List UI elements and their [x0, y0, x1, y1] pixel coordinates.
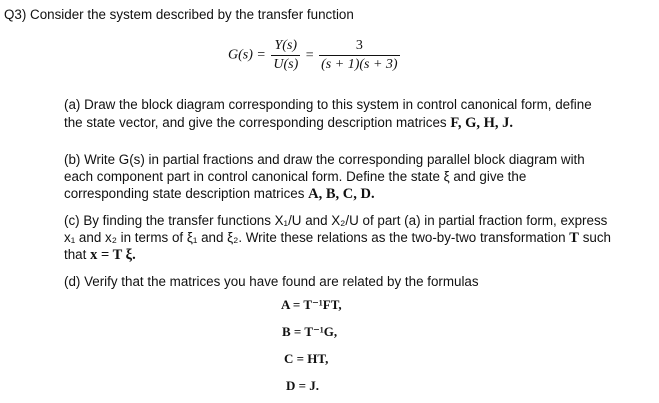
part-c-line1: (c) By finding the transfer functions X₁/U and X₂/U of part (a) in partial fraction form, express — [64, 213, 608, 228]
tf-lhs: G(s) = — [228, 47, 266, 63]
part-c-transform-symbol: T — [569, 230, 579, 246]
part-b-line3 — [64, 185, 375, 203]
part-b-text: corresponding state description matrices — [64, 186, 305, 201]
tf-fraction-2 — [319, 38, 399, 73]
tf-numerator-1: Y(s) — [271, 38, 300, 56]
part-c-relation: x = T ξ. — [90, 247, 136, 263]
part-c-line3 — [64, 246, 136, 264]
part-d-line1: (d) Verify that the matrices you have found are related by the formulas — [64, 274, 479, 289]
part-b-line2: each component part in control canonical form. Define the state ξ and give the — [64, 169, 527, 184]
part-a-matrices: F, G, H, J. — [450, 115, 514, 131]
tf-fraction-1 — [271, 38, 300, 73]
equation-c: C = HT, — [284, 351, 329, 366]
part-a-line2 — [64, 114, 513, 132]
part-c-text: x₁ and x₂ in terms of ξ₁ and ξ₂. Write these relations as the two-by-two transformation — [64, 230, 566, 245]
part-c-line2 — [64, 229, 611, 247]
tf-equals: = — [305, 47, 314, 63]
equation-d: D = J. — [286, 378, 320, 393]
part-b-matrices: A, B, C, D. — [308, 186, 375, 202]
tf-denominator-1: U(s) — [273, 57, 299, 72]
equation-a: A = T⁻¹FT, — [281, 297, 342, 312]
tf-numerator-2: 3 — [319, 38, 399, 56]
part-a-line1: (a) Draw the block diagram corresponding to this system in control canonical form, define — [64, 97, 592, 112]
part-a-text: the state vector, and give the corresponding description matrices — [64, 115, 447, 130]
question-header: Q3) Consider the system described by the transfer function — [4, 7, 354, 22]
equation-b: B = T⁻¹G, — [282, 324, 338, 339]
part-b-line1: (b) Write G(s) in partial fractions and draw the corresponding parallel block diagram with — [64, 152, 585, 167]
part-c-text-end: such — [582, 230, 611, 245]
part-c-that: that — [64, 247, 87, 262]
transfer-function — [228, 38, 400, 73]
tf-denominator-2: (s + 1)(s + 3) — [321, 57, 398, 72]
